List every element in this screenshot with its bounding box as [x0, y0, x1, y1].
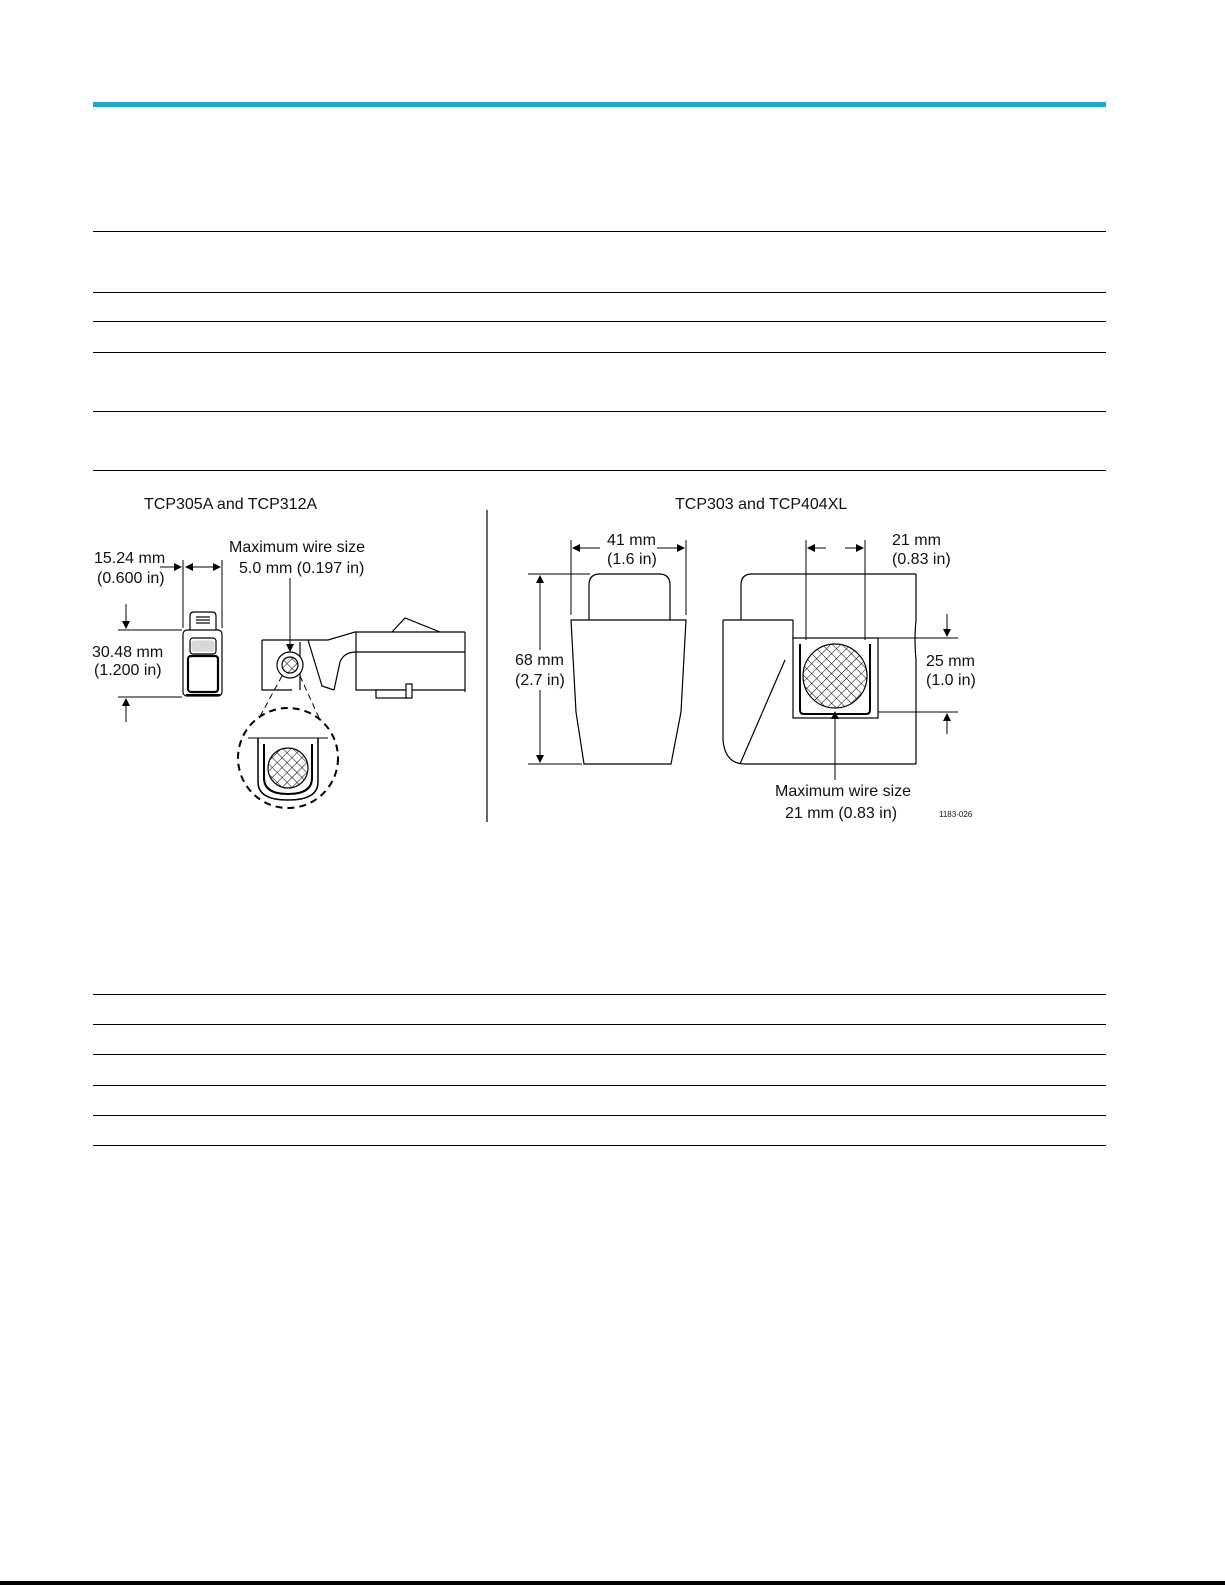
wire-size-detail-circle	[238, 708, 338, 808]
jaw-height-in: (1.0 in)	[926, 672, 976, 689]
right-height-mm: 68 mm	[515, 652, 564, 669]
table-rule	[93, 352, 1106, 353]
right-width-in: (1.6 in)	[607, 551, 657, 568]
left-max-wire-value: 5.0 mm (0.197 in)	[239, 560, 365, 577]
jaw-width-in: (0.83 in)	[892, 551, 951, 568]
table-rule	[93, 1145, 1106, 1146]
table-rule	[93, 1054, 1106, 1055]
footer-rule	[0, 1581, 1225, 1585]
table-rule	[93, 1085, 1106, 1086]
table-rule	[93, 292, 1106, 293]
table-rule	[93, 321, 1106, 322]
table-rule	[93, 1115, 1106, 1116]
jaw-height-mm: 25 mm	[926, 653, 975, 670]
left-dimension-labels	[92, 539, 365, 679]
left-max-wire-label: Maximum wire size	[229, 539, 366, 556]
left-width-in: (0.600 in)	[97, 570, 165, 587]
right-max-wire-label: Maximum wire size	[775, 783, 912, 800]
right-width-mm: 41 mm	[607, 532, 656, 549]
left-figure-title: TCP305A and TCP312A	[144, 496, 318, 513]
table-rule	[93, 994, 1106, 995]
table-rule	[93, 1024, 1106, 1025]
table-rule	[93, 231, 1106, 232]
jaw-width-mm: 21 mm	[892, 532, 941, 549]
small-probe-body	[262, 618, 465, 698]
jaw-dimensions-figure	[80, 485, 1000, 835]
right-figure-title: TCP303 and TCP404XL	[675, 496, 848, 513]
figure-id: 1183-026	[939, 810, 973, 819]
right-max-wire-value: 21 mm (0.83 in)	[785, 805, 898, 822]
header-accent-rule	[93, 102, 1106, 107]
left-height-mm: 30.48 mm	[92, 644, 164, 661]
small-jaw-front-view	[183, 612, 222, 696]
large-probe-front-view	[571, 574, 686, 764]
large-probe-side-view	[723, 574, 916, 764]
left-height-in: (1.200 in)	[94, 662, 162, 679]
table-rule	[93, 470, 1106, 471]
table-rule	[93, 411, 1106, 412]
left-width-mm: 15.24 mm	[94, 550, 166, 567]
right-height-in: (2.7 in)	[515, 672, 565, 689]
